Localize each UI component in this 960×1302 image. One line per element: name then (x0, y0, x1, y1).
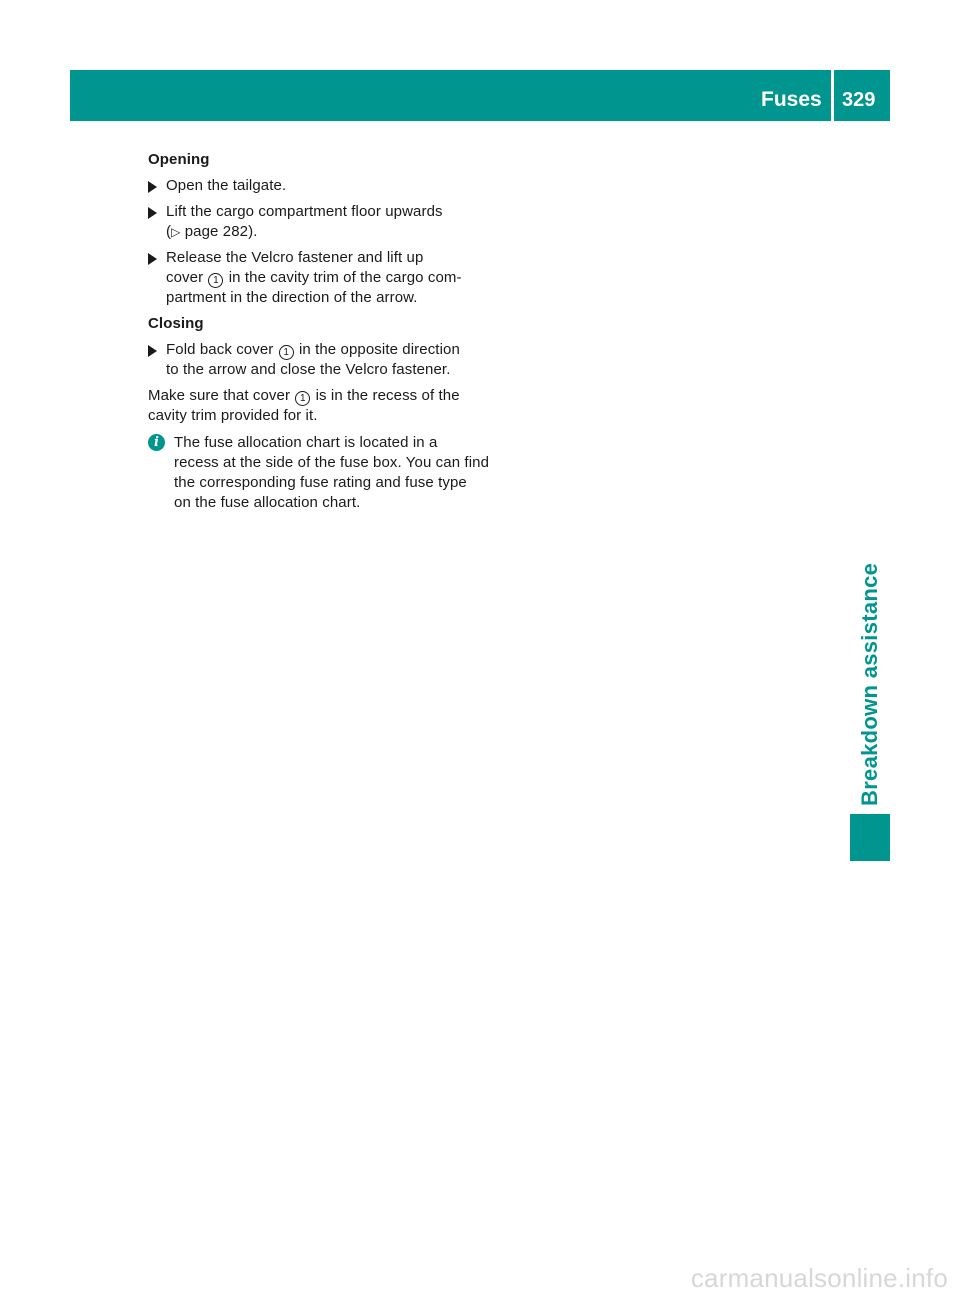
callout-1-icon: 1 (295, 391, 310, 406)
page-ref-triangle-icon: ▷ (171, 225, 181, 239)
step-text: Fold back cover (166, 341, 274, 358)
step-text: in the cavity trim of the cargo com- (228, 269, 462, 286)
step-text: Lift the cargo compartment floor upwards (166, 203, 443, 220)
info-note (148, 433, 493, 513)
note-text: Make sure that cover (148, 387, 291, 404)
callout-1-icon: 1 (279, 345, 294, 360)
step-arrow-icon (148, 207, 157, 219)
main-content (148, 150, 493, 513)
page-reference-link[interactable]: page 282). (184, 223, 258, 240)
info-text: the corresponding fuse rating and fuse type (174, 474, 467, 491)
side-tab-block (850, 814, 890, 861)
opening-step-2: Lift the cargo compartment floor upwards (▷ page 282). (148, 202, 493, 242)
step-text: in the opposite direction (298, 341, 460, 358)
note-text: is in the recess of the (315, 387, 460, 404)
watermark: carmanualsonline.info (690, 1263, 948, 1293)
info-text: The fuse allocation chart is located in a (174, 434, 438, 451)
opening-heading: Opening (148, 151, 210, 168)
step-text: cover (166, 269, 204, 286)
callout-1-icon: 1 (208, 273, 223, 288)
closing-heading: Closing (148, 315, 204, 332)
step-arrow-icon (148, 181, 157, 193)
info-icon: i (148, 434, 165, 451)
step-arrow-icon (148, 253, 157, 265)
step-text: Release the Velcro fastener and lift up (166, 249, 424, 266)
note-text: cavity trim provided for it. (148, 407, 318, 424)
step-arrow-icon (148, 345, 157, 357)
opening-step-3 (148, 248, 493, 308)
page-number: 329 (842, 89, 876, 111)
info-text: recess at the side of the fuse box. You can find (174, 454, 490, 471)
info-text: on the fuse allocation chart. (174, 494, 361, 511)
opening-step-1 (148, 176, 493, 196)
closing-step-1 (148, 340, 493, 380)
header-divider (831, 70, 834, 121)
step-text: partment in the direction of the arrow. (166, 289, 418, 306)
closing-note (148, 386, 493, 426)
step-text: Open the tailgate. (166, 177, 287, 194)
side-tab-label: Breakdown assistance (857, 562, 882, 806)
section-title: Fuses (761, 88, 822, 111)
step-text: to the arrow and close the Velcro fastener. (166, 361, 451, 378)
